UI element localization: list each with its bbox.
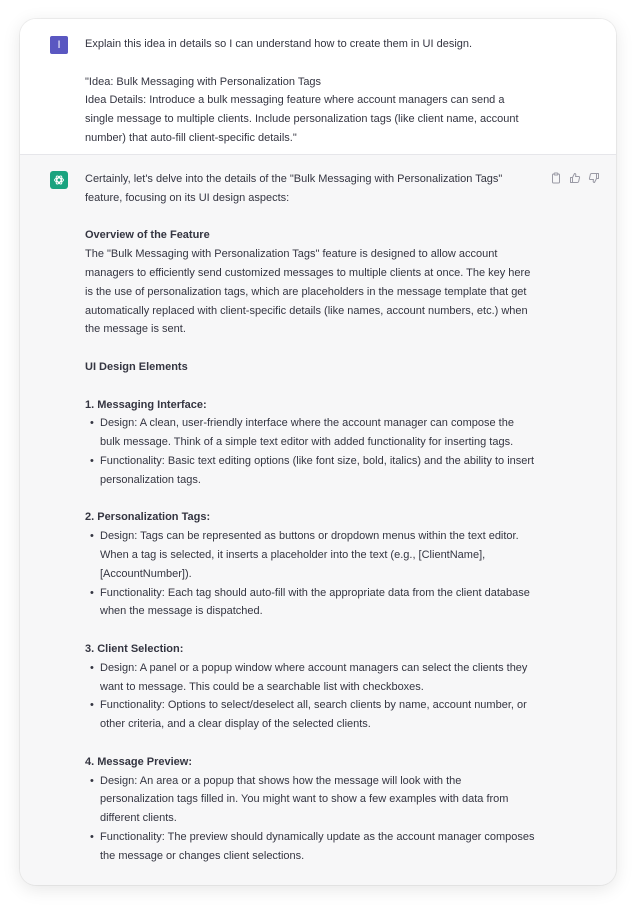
user-paragraph-3: Idea Details: Introduce a bulk messaging feature where account managers can send a single message to multiple clients. Include personalization tags (like client name, account number) that auto-fill client-specific details." — [85, 94, 519, 144]
bullet-list — [85, 414, 535, 489]
user-message — [20, 19, 616, 155]
overview-heading: Overview of the Feature — [85, 229, 210, 242]
section-title: 3. Client Selection: — [85, 642, 184, 655]
section-title: 4. Message Preview: — [85, 755, 193, 768]
bullet-list — [85, 659, 535, 734]
section-title: 1. Messaging Interface: — [85, 398, 207, 411]
user-message-text — [85, 35, 535, 148]
list-item: • Functionality: Basic text editing options (like font size, bold, italics) and the ability to insert personalization tags. — [100, 452, 535, 490]
thumbs-down-icon[interactable] — [588, 171, 600, 183]
bullet-list — [85, 527, 535, 621]
assistant-message-text — [85, 170, 535, 865]
list-item: • Functionality: The preview should dynamically update as the account manager composes the message or changes client selections. — [100, 828, 535, 866]
assistant-message — [20, 155, 616, 885]
list-item: • Design: Tags can be represented as buttons or dropdown menus within the text editor. When a tag is selected, it inserts a placeholder into the text (e.g., [ClientName], [AccountNumber]). — [100, 527, 535, 583]
ui-elements-heading: UI Design Elements — [85, 360, 188, 373]
list-item: • Functionality: Each tag should auto-fill with the appropriate data from the client database when the message is dispatched. — [100, 584, 535, 622]
user-paragraph-2: "Idea: Bulk Messaging with Personalization Tags — [85, 75, 322, 88]
thumbs-up-icon[interactable] — [569, 171, 581, 183]
list-item: • Design: An area or a popup that shows how the message will look with the personalization tags filled in. You might want to show a few examples with data from different clients. — [100, 772, 535, 828]
overview-text: The "Bulk Messaging with Personalization Tags" feature is designed to allow account managers to efficiently send customized messages to multiple clients at once. The key here is the use of personalization tags, which are placeholders in the message template that get automatically replaced with client-specific details (like names, account numbers, etc.) when the message is sent. — [85, 248, 531, 336]
intro-text: Certainly, let's delve into the details of the "Bulk Messaging with Personalization Tags" feature, focusing on its UI design aspects: — [85, 173, 503, 204]
message-actions — [550, 171, 600, 183]
list-item: • Functionality: Options to select/deselect all, search clients by name, account number, or other criteria, and a clear display of the selected clients. — [100, 696, 535, 734]
bullet-list — [85, 772, 535, 866]
chat-card — [20, 19, 616, 885]
user-avatar: I — [50, 36, 68, 54]
copy-icon[interactable] — [550, 171, 562, 183]
openai-logo-icon — [53, 174, 65, 186]
list-item: • Design: A clean, user-friendly interface where the account manager can compose the bulk message. Think of a simple text editor with added functionality for inserting tags. — [100, 414, 535, 452]
list-item: • Design: A panel or a popup window where account managers can select the clients they want to message. This could be a searchable list with checkboxes. — [100, 659, 535, 697]
user-paragraph-1: Explain this idea in details so I can understand how to create them in UI design. — [85, 38, 473, 50]
assistant-avatar — [50, 171, 68, 189]
section-title: 2. Personalization Tags: — [85, 511, 211, 524]
